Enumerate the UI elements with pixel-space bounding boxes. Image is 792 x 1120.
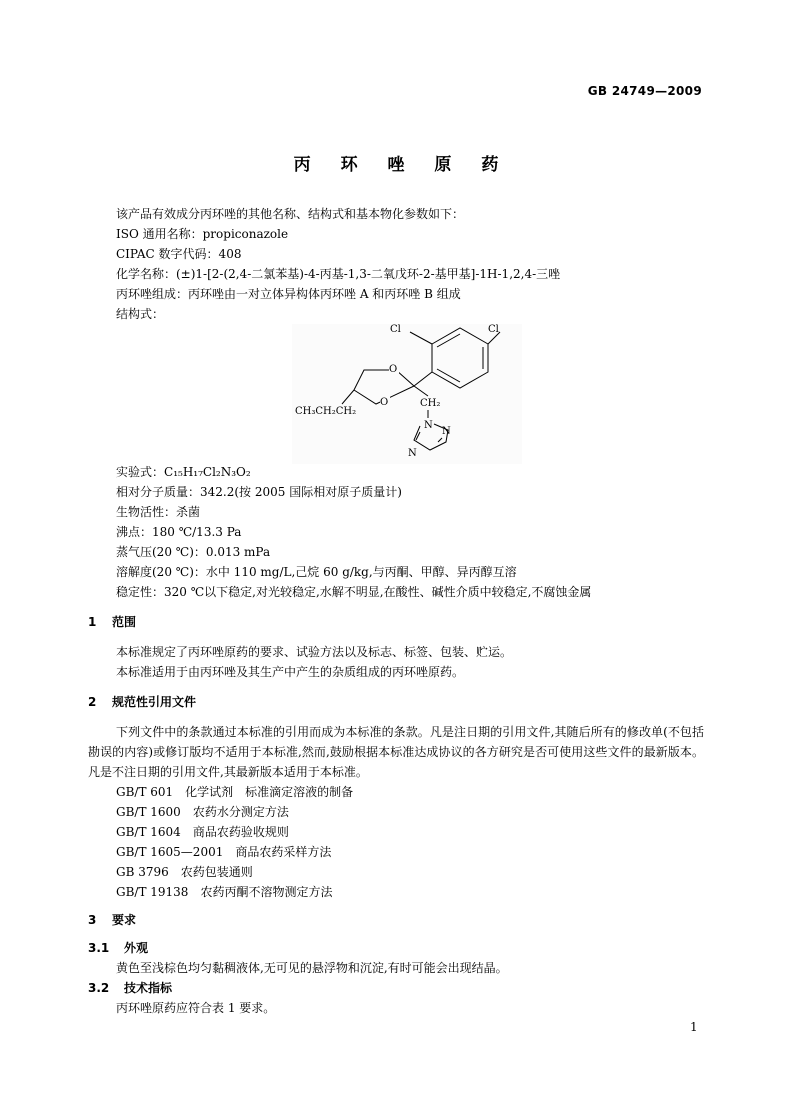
reference-title: 农药包装通则 (180, 865, 253, 879)
oxygen-label-upper: O (389, 364, 398, 375)
reference-item (116, 802, 289, 822)
reference-code: GB 3796 (116, 865, 169, 879)
reference-code: GB/T 1600 (116, 805, 181, 819)
propyl-label: CH₃CH₂CH₂ (295, 406, 357, 417)
reference-item (116, 782, 353, 802)
reference-item (116, 862, 253, 882)
page-title: 丙 环 唑 原 药 (293, 155, 511, 175)
solubility: 溶解度(20 ℃)：水中 110 mg/L,己烷 60 g/kg,与丙酮、甲醇、异丙醇互溶 (116, 565, 517, 579)
reference-title: 商品农药采样方法 (235, 845, 332, 859)
formula-value: C₁₅H₁₇Cl₂N₃O₂ (164, 465, 251, 479)
scope-para-2: 本标准适用于由丙环唑及其生产中产生的杂质组成的丙环唑原药。 (116, 665, 465, 679)
chlorine-label-ortho: Cl (390, 324, 401, 335)
section-3-heading (88, 910, 136, 930)
scope-para-1: 本标准规定了丙环唑原药的要求、试验方法以及标志、标签、包装、贮运。 (116, 645, 513, 659)
section-3-1-heading (88, 938, 148, 958)
standard-code: GB 24749—2009 (587, 84, 702, 98)
technical-index-text: 丙环唑原药应符合表 1 要求。 (116, 1001, 276, 1015)
subsection-number: 3.1 (88, 941, 110, 955)
chemical-name: 化学名称：(±)1-[2-(2,4-二氯苯基)-4-丙基-1,3-二氧戊环-2-基甲基]-1H-1,2,4-三唑 (116, 267, 561, 281)
reference-title: 农药丙酮不溶物测定方法 (200, 885, 333, 899)
stability: 稳定性：320 ℃以下稳定,对光较稳定,水解不明显,在酸性、碱性介质中较稳定,不腐蚀金属 (116, 585, 592, 599)
molecular-weight: 相对分子质量：342.2(按 2005 国际相对原子质量计) (116, 485, 402, 499)
composition: 丙环唑组成：丙环唑由一对立体异构体丙环唑 A 和丙环唑 B 组成 (116, 287, 461, 301)
vapor-pressure: 蒸气压(20 ℃)：0.013 mPa (116, 545, 271, 559)
reference-item (116, 842, 331, 862)
reference-code: GB/T 19138 (116, 885, 189, 899)
page-number: 1 (690, 1020, 698, 1034)
reference-code: GB/T 1604 (116, 825, 181, 839)
subsection-title: 外观 (124, 941, 149, 955)
methylene-label: CH₂ (420, 398, 441, 409)
reference-code: GB/T 601 (116, 785, 174, 799)
section-number: 3 (88, 913, 97, 927)
reference-title: 农药水分测定方法 (192, 805, 289, 819)
boiling-point: 沸点：180 ℃/13.3 Pa (116, 525, 242, 539)
appearance-text: 黄色至浅棕色均匀黏稠液体,无可见的悬浮物和沉淀,有时可能会出现结晶。 (116, 961, 508, 975)
section-title: 要求 (112, 913, 137, 927)
triazole-n1-label: N (424, 420, 433, 431)
section-number: 2 (88, 695, 97, 709)
reference-item (116, 822, 289, 842)
reference-title: 商品农药验收规则 (192, 825, 289, 839)
section-1-heading (88, 612, 136, 632)
reference-item (116, 882, 332, 902)
iso-name: ISO 通用名称：propiconazole (116, 227, 289, 241)
section-title: 范围 (112, 615, 137, 629)
subsection-number: 3.2 (88, 981, 110, 995)
formula-line (116, 462, 251, 482)
section-3-2-heading (88, 978, 172, 998)
formula-label: 实验式： (116, 465, 165, 479)
subsection-title: 技术指标 (124, 981, 173, 995)
section-title: 规范性引用文件 (112, 695, 197, 709)
bioactivity: 生物活性：杀菌 (116, 505, 201, 519)
oxygen-label-lower: O (380, 397, 389, 408)
intro-lead: 该产品有效成分丙环唑的其他名称、结构式和基本物化参数如下： (116, 207, 465, 221)
reference-code: GB/T 1605—2001 (116, 845, 224, 859)
cipac-code: CIPAC 数字代码：408 (116, 247, 242, 261)
structure-label: 结构式： (116, 307, 165, 321)
section-2-heading (88, 692, 196, 712)
triazole-n4-label: N (408, 448, 417, 459)
section-number: 1 (88, 615, 97, 629)
triazole-n2-label: N (442, 426, 451, 437)
structural-formula (292, 324, 522, 464)
references-intro: 下列文件中的条款通过本标准的引用而成为本标准的条款。凡是注日期的引用文件,其随后所有的修改单(不包括勘误的内容)或修订版均不适用于本标准,然而,鼓励根据本标准达成协议的各方研究是否可使用这些文件的最新版本。凡是不注日期的引用文件,其最新版本适用于本标准。 (88, 725, 704, 779)
chlorine-label-para: Cl (488, 324, 499, 335)
reference-title: 化学试剂 标准滴定溶液的制备 (185, 785, 354, 799)
